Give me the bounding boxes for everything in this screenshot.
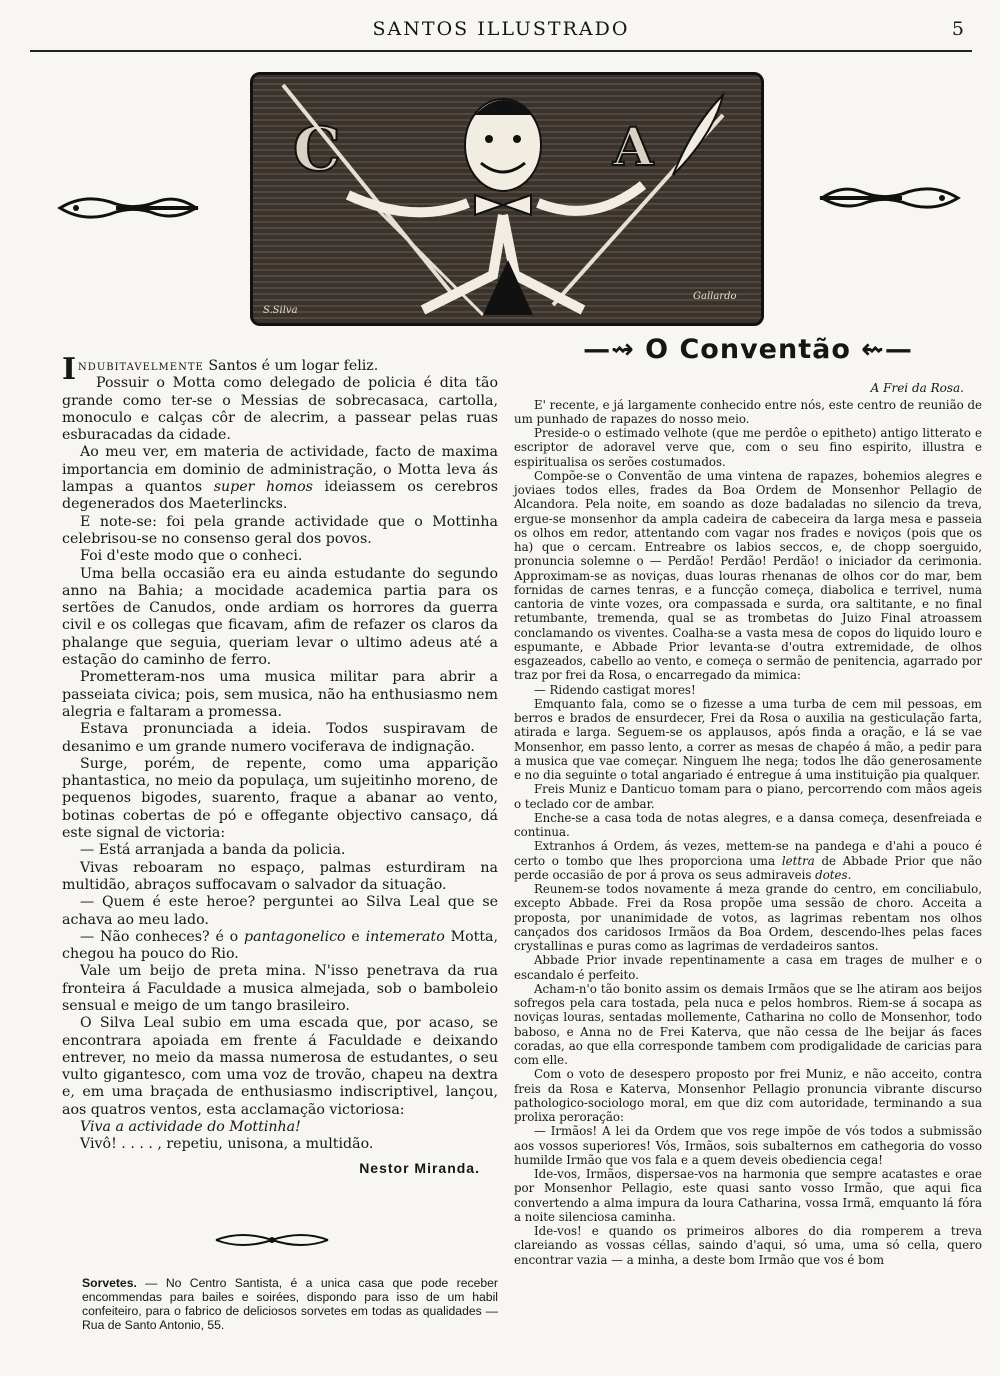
paragraph: Freis Muniz e Danticuo tomam para o piano, percorrendo com mãos ageis o teclado cor de ambar. [514,782,982,811]
artist-signature-right: Gallardo [693,291,737,302]
paragraph [62,444,498,513]
paragraph: Acham-n'o tão bonito assim os demais Irmãos que se lhe atiram aos beijos sofregos pela cara tostada, pela nuca e pelos hombros. Riem-se á socapa as noviças louras, sentadas mollemente, Catharina no collo de Monsenhor, todo baboso, e Anna no de Frei Katerva, que não cessa de lhe beijar ás faces coradas, ao que ella corresponde tambem com prodigalidade de caricias para com elle. [514,981,982,1067]
paragraph [514,839,982,882]
paragraph: Vale um beijo de preta mina. N'isso penetrava da rua fronteira á Faculdade a musica almejada, sob o bamboleio sensual e meigo de um tango brasileiro. [62,963,498,1014]
author-signature: Nestor Miranda. [359,1159,480,1176]
paragraph [62,1119,498,1136]
paragraph-1: Santos é um logar feliz. [203,358,379,374]
text-run: Ao meu ver, em materia de actividade, facto de maxima importancia em dominio de administração, o Motta leva ás lampas a quantos [62,444,498,496]
paragraph: — Quem é este heroe? perguntei ao Silva Leal que se achava ao meu lado. [62,894,498,928]
text-run: de Abbade Prior que não perde occasião de por á prova os seus admiraveis [514,853,982,882]
text-run: e [345,928,366,945]
text-run: Motta, chegou ha pouco do Rio. [62,928,499,963]
title-ornament-left: —⇝ [583,334,646,365]
paragraph: Estava pronunciada a ideia. Todos suspiravam de desanimo e um grande numero vociferava de indignação. [62,721,498,755]
paragraph: Reunem-se todos novamente á meza grande do centro, em conciliabulo, excepto Abbade. Frei da Rosa propõe uma sessão de choro. Acceita a proposta, por unanimidade de votos, as lagrimas rebentam nos olhos cançados dos caridosos Irmãos da Boa Ordem, descendo-lhes pelas faces crystallinas e puras como as lagrimas de verdadeiros santos. [514,882,982,953]
article-title [514,334,982,365]
small-flourish-ornament [212,1230,332,1250]
paragraph: O Silva Leal subio em uma escada que, por acaso, se encontrara apoiada em frente á Faculdade e deixando entrever, no meio da massa numerosa de estudantes, o seu vulto gigantesco, com uma voz de trovão, chapeu na dextra e, em uma braçada de enthusiasmo indiscriptivel, lançou, aos quatros ventos, esta acclamação victoriosa: [62,1015,498,1118]
article-o-conventao [514,334,982,1267]
notice-label: Sorvetes. [82,1276,137,1290]
lead-word: ndubitavelmente [78,358,204,374]
paragraph: E' recente, e já largamente conhecido entre nós, este centro de reunião de um punhado de rapazes do nosso meio. [514,397,982,426]
paragraph: Ide-vos! e quando os primeiros albores do dia romperem a treva clareiando as vossas céllas, saindo d'aqui, só uma, uma só cella, quero encontrar vazia — a minha, a deste bom Irmão que vos é bom [514,1224,982,1267]
paragraph: Surge, porém, de repente, como uma apparição phantastica, no meio da populaça, um sujeitinho moreno, de pequenos bigodes, suarento, fraque a abanar ao vento, botinas cobertas de pó e offegante objectivo cansaço, dá este signal de victoria: [62,755,498,842]
drop-cap: I [62,352,77,387]
artist-signature-left: S.Silva [263,305,298,316]
publication-title: SANTOS ILLUSTRADO [372,18,630,40]
paragraph: — Está arranjada a banda da policia. [80,842,346,859]
caricature-drawing [253,75,761,323]
paragraph: Uma bella occasião era eu ainda estudante do segundo anno na Bahia; a mocidade academica partia para os sertões de Canudos, onde ardiam os horrores da guerra civil e os collegas que ficavam, afim de refazer os claros da phalange que seguia, queriam levar o ultimo adeus até a estação do caminho de ferro. [62,565,498,669]
paragraph: Emquanto fala, como se o fizesse a uma turba de cem mil pessoas, em berros e brados de ensurdecer, Frei da Rosa o auxilia na gesticulação farta, atirada e larga. Seguem-se os applausos, após finda a oração, e lá se vae Monsenhor, em passo lento, a correr as mesas de chapéo á mão, a pedir para a musica que vae começar. Ninguem lhe nega; todos lhe dão generosamente e no dia seguinte o total angariado é entregue á uma instituição pia qualquer. [514,696,982,782]
emphasis: pantagonelico [244,928,346,945]
page-number: 5 [951,18,964,40]
text-run: ideiassem os cerebros degenerados dos Maeterlincks. [62,479,498,513]
paragraph: — Irmãos! A lei da Ordem que vos rege impõe de vós todos a submissão aos vossos superiores! Vós, Irmãos, sois subalternos em cathegoria do vosso humilde Irmão que vos fala e a quem deveis obediencia cega! [514,1124,982,1167]
paragraph: Com o voto de desespero proposto por frei Muniz, e não acceito, contra freis da Rosa e Katerva, Monsenhor Pellagio pronuncia vibrante discurso pathologico-sociologo moral, em que diz com autoridade, terminando a sua prolixa peroração: [514,1067,982,1124]
flourish-ornament-left [56,190,206,226]
emphasis: lettra [781,853,815,868]
advertisement-sorvetes [82,1276,498,1332]
svg-text:C: C [293,115,341,185]
emphasis: dotes [815,867,848,882]
paragraph: Ide-vos, Irmãos, dispersae-vos na harmonia que sempre acatastes e orae por Monsenhor Pellagio, este quasi santo vosso Irmão, que aqui fica convertendo a alma impura da loura Catharina, vossa Irmã, emquanto lá fóra a noite silenciosa caminha. [514,1167,982,1224]
svg-text:A: A [613,117,654,178]
emphasis: intemerato [365,928,445,945]
paragraph: Foi d'este modo que o conheci. [80,548,303,565]
paragraph: Possuir o Motta como delegado de policia é dita tão grande como ter-se o Messias de sobrecasaca, cartolla, monoculo e calças côr de alecrim, a passear pelas ruas esburacadas da cidade. [62,375,498,444]
paragraph: — Ridendo castigat mores! [534,682,696,697]
title-text: O Conventão [645,334,851,365]
notice-text: — No Centro Santista, é a unica casa que pode receber encommendas para bailes e soirées, dispondo para isso de um habil confeiteiro, para o fabrico de deliciosos sorvetes em todas as qualidades — Rua de Santo Antonio, 55. [82,1276,498,1332]
emphasis: super homos [213,479,313,496]
paragraph: Preside-o o estimado velhote (que me perdôe o epitheto) antigo litterato e escriptor de adoravel verve que, com o seu fino espirito, illustra e espiritualisa os serões costumados. [514,426,982,469]
title-ornament-right: ⇜— [850,334,913,365]
text-run: . [847,867,852,882]
acclamation: Viva a actividade do Mottinha! [80,1119,301,1136]
text-run: Extranhos á Ordem, ás vezes, mettem-se na pandega e d'ahi a pouco é certo o tombo que lhes proporciona uma [514,839,982,868]
paragraph: Abbade Prior invade repentinamente a casa em trages de mulher e o escandalo é perfeito. [514,953,982,982]
paragraph [62,929,498,964]
page-header [30,10,972,52]
caricature-illustration [250,72,764,326]
flourish-ornament-right [812,178,962,218]
paragraph: Vivô! . . . . , repetiu, unisona, a multidão. [80,1136,374,1153]
article-santos-motta [62,352,499,1177]
paragraph: Compõe-se o Conventão de uma vintena de rapazes, bohemios alegres e joviaes todos elles, frades da Boa Ordem de Monsenhor Pellagio de Alcandora. Pela noite, em soando as doze badaladas no silencio da treva, ergue-se monsenhor da ampla cadeira de cabeceira da larga mesa e passeia os olhos em redor, attentando com vagar nos frades e noviços (pois que os ha) que o cercam. Entreabre os labios seccos, e, de chopp soerguido, pronuncia solemne o — Perdão! Perdão! Perdão! o iniciador da cerimonia. Approximam-se as noviças, duas louras rhenanas de olhos cor do mar, bem fornidas de carnes tenras, e a funcção começa, diabolica e terrivel, numa cantoria de vinte vozes, ora compassada e surda, ora saltitante, e no final retumbante, tremenda, qual se as trombetas do Juizo Final atroassem conclamando os viventes. Coalha-se a vasta mesa de copos do liquido louro e espumante, e Abbade Prior levanta-se d'outra extremidade, de olhos esgazeados, cabello ao vento, e começa o sermão de penitencia, agarrado por traz por frei da Rosa, o encarregado da mimica: [514,468,982,683]
paragraph: Prometteram-nos uma musica militar para abrir a passeiata civica; pois, sem musica, não ha enthusiasmo nem alegria e faltaram a promessa. [62,669,498,720]
paragraph: Enche-se a casa toda de notas alegres, e a dansa começa, desenfreiada e continua. [514,810,982,839]
paragraph: Vivas reboaram no espaço, palmas esturdiram na multidão, abraços suffocavam o salvador da situação. [62,859,498,893]
text-run: — Não conheces? é o [80,928,245,945]
paragraph: E note-se: foi pela grande actividade que o Mottinha celebrisou-se no consenso geral dos povos. [62,513,498,547]
dedication: A Frei da Rosa. [870,381,964,396]
